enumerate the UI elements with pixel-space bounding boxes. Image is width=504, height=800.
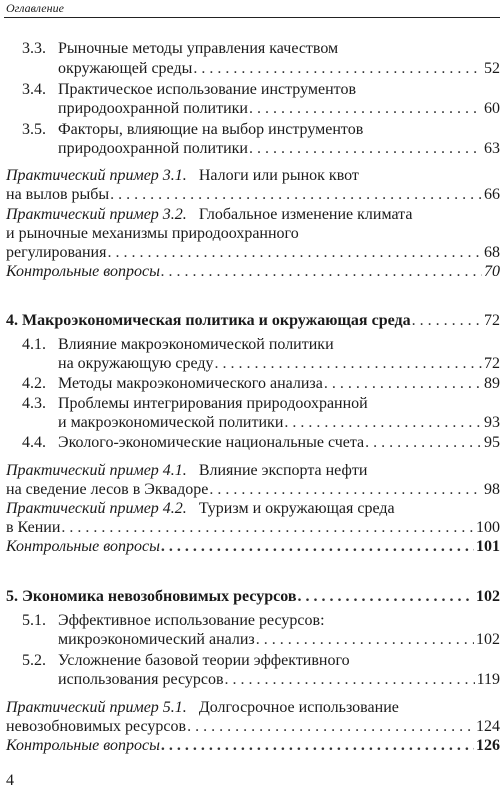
toc-entry-5-1-continuation[interactable]: [58, 631, 500, 649]
dot-leader: [225, 671, 475, 689]
dot-leader: [412, 312, 482, 330]
entry-title-line1: Проблемы интегрирования природоохранной: [58, 395, 368, 412]
entry-title-line2: микроэкономический анализ: [58, 631, 255, 648]
page-number: 100: [476, 519, 500, 536]
toc-entry-4-1-continuation[interactable]: [58, 355, 500, 373]
toc-entry-4-1[interactable]: [22, 336, 334, 354]
entry-title-line1: Усложнение базовой теории эффективного: [58, 652, 350, 669]
dot-leader: [187, 718, 474, 736]
entry-title-line2: окружающей среды: [58, 60, 193, 77]
entry-title-line2: использования ресурсов: [58, 671, 224, 688]
page-number: 101: [476, 538, 500, 555]
entry-title-line1: Рыночные методы управления качеством: [58, 40, 339, 57]
entry-number: 4.1.: [22, 336, 46, 353]
toc-example-3-2-continuation[interactable]: [6, 244, 500, 262]
page-number: 72: [484, 355, 500, 372]
toc-entry-4-3-continuation[interactable]: [58, 414, 500, 432]
running-header: Оглавление: [6, 1, 64, 15]
example-title-line2: в Кении: [6, 519, 61, 536]
page-number: 93: [484, 414, 500, 431]
example-title: Влияние экспорта нефти: [198, 462, 368, 479]
dot-leader: [249, 100, 482, 118]
toc-entry-3-5-continuation[interactable]: [58, 140, 500, 158]
toc-entry-3-3-continuation[interactable]: [58, 60, 500, 78]
toc-entry-3-3[interactable]: [22, 40, 338, 58]
questions-label: Контрольные вопросы: [6, 737, 160, 754]
example-label: Практический пример 4.2.: [6, 500, 187, 517]
chapter-title: 4. Макроэкономическая политика и окружающая среда: [6, 312, 411, 329]
page-number: 52: [484, 60, 500, 77]
page-number: 70: [484, 263, 500, 280]
example-title: Глобальное изменение климата: [198, 206, 413, 223]
toc-example-4-1[interactable]: [6, 462, 367, 480]
toc-example-3-1[interactable]: [6, 167, 359, 185]
entry-title-line1: Практическое использование инструментов: [58, 81, 356, 98]
page-number: 95: [484, 434, 500, 451]
toc-entry-3-5[interactable]: [22, 121, 363, 139]
entry-number: 3.3.: [22, 40, 46, 57]
page-number: 102: [476, 588, 500, 605]
page-number: 89: [484, 375, 500, 392]
entry-title-line1: Влияние макроэкономической политики: [58, 336, 334, 353]
example-label: Практический пример 4.1.: [6, 462, 187, 479]
page-number: 68: [484, 244, 500, 261]
toc-entry-4-2[interactable]: [22, 375, 500, 393]
example-title: Налоги или рынок квот: [198, 167, 359, 184]
dot-leader: [324, 375, 482, 393]
toc-example-3-2-line2: и рыночные механизмы природоохранного: [6, 225, 299, 242]
entry-number: 4.3.: [22, 395, 46, 412]
toc-example-3-1-continuation[interactable]: [6, 186, 500, 204]
example-title-line3: регулирования: [6, 244, 107, 261]
entry-title: Методы макроэкономического анализа: [58, 375, 323, 392]
page-number: 119: [476, 671, 500, 688]
dot-leader: [193, 60, 482, 78]
example-label: Практический пример 3.2.: [6, 206, 187, 223]
dot-leader: [110, 186, 482, 204]
entry-number: 4.4.: [22, 434, 46, 451]
entry-number: 5.1.: [22, 612, 46, 629]
entry-title-line2: природоохранной политики: [58, 140, 248, 157]
toc-entry-3-4[interactable]: [22, 81, 356, 99]
toc-chapter-4[interactable]: [6, 312, 500, 330]
page-number: 63: [484, 140, 500, 157]
dot-leader: [297, 588, 474, 606]
dot-leader: [161, 538, 474, 556]
header-rule: [4, 17, 500, 18]
dot-leader: [61, 519, 474, 537]
toc-chapter-5[interactable]: [6, 588, 500, 606]
entry-title: Эколого-экономические национальные счета: [58, 434, 365, 451]
dot-leader: [284, 414, 482, 432]
entry-number: 3.4.: [22, 81, 46, 98]
page-number: 124: [476, 718, 500, 735]
toc-example-3-2[interactable]: [6, 206, 412, 224]
questions-label: Контрольные вопросы: [6, 538, 160, 555]
toc-review-questions-3[interactable]: [6, 263, 500, 281]
page-number: 66: [484, 186, 500, 203]
toc-entry-4-4[interactable]: [22, 434, 500, 452]
example-title-line2: на вылов рыбы: [6, 186, 110, 203]
entry-title-line2: на окружающую среду: [58, 355, 214, 372]
example-label: Практический пример 5.1.: [6, 699, 187, 716]
entry-number: 3.5.: [22, 121, 46, 138]
toc-example-4-2[interactable]: [6, 500, 395, 518]
entry-number: 4.2.: [22, 375, 46, 392]
dot-leader: [249, 140, 482, 158]
toc-entry-5-2-continuation[interactable]: [58, 671, 500, 689]
toc-review-questions-5[interactable]: [6, 737, 500, 755]
dot-leader: [107, 244, 482, 262]
chapter-title: 5. Экономика невозобновимых ресурсов: [6, 588, 297, 605]
entry-title-line1: Эффективное использование ресурсов:: [58, 612, 325, 629]
page-number: 102: [476, 631, 500, 648]
entry-title-line1: Факторы, влияющие на выбор инструментов: [58, 121, 364, 138]
page-number: 126: [476, 737, 500, 754]
toc-entry-4-3[interactable]: [22, 395, 368, 413]
entry-title-line2: природоохранной политики: [58, 100, 248, 117]
toc-entry-3-4-continuation[interactable]: [58, 100, 500, 118]
entry-title-line2: и макроэкономической политики: [58, 414, 284, 431]
folio-page-number: 4: [6, 772, 14, 789]
toc-review-questions-4[interactable]: [6, 538, 500, 556]
page-number: 72: [484, 312, 500, 329]
toc-example-4-2-continuation[interactable]: [6, 519, 500, 537]
dot-leader: [215, 355, 482, 373]
dot-leader: [161, 263, 482, 281]
dot-leader: [256, 631, 474, 649]
example-label: Практический пример 3.1.: [6, 167, 187, 184]
example-title-line2: на сведение лесов в Эквадоре: [6, 481, 209, 498]
example-title: Туризм и окружающая среда: [198, 500, 395, 517]
dot-leader: [365, 434, 482, 452]
toc-entry-5-2[interactable]: [22, 652, 350, 670]
page-number: 60: [484, 100, 500, 117]
example-title-line2: невозобновимых ресурсов: [6, 718, 187, 735]
dot-leader: [209, 481, 482, 499]
page-number: 98: [484, 481, 500, 498]
toc-example-5-1-continuation[interactable]: [6, 718, 500, 736]
toc-example-5-1[interactable]: [6, 699, 399, 717]
dot-leader: [161, 737, 474, 755]
toc-example-4-1-continuation[interactable]: [6, 481, 500, 499]
questions-label: Контрольные вопросы: [6, 263, 160, 280]
entry-number: 5.2.: [22, 652, 46, 669]
toc-entry-5-1[interactable]: [22, 612, 325, 630]
example-title: Долгосрочное использование: [198, 699, 399, 716]
